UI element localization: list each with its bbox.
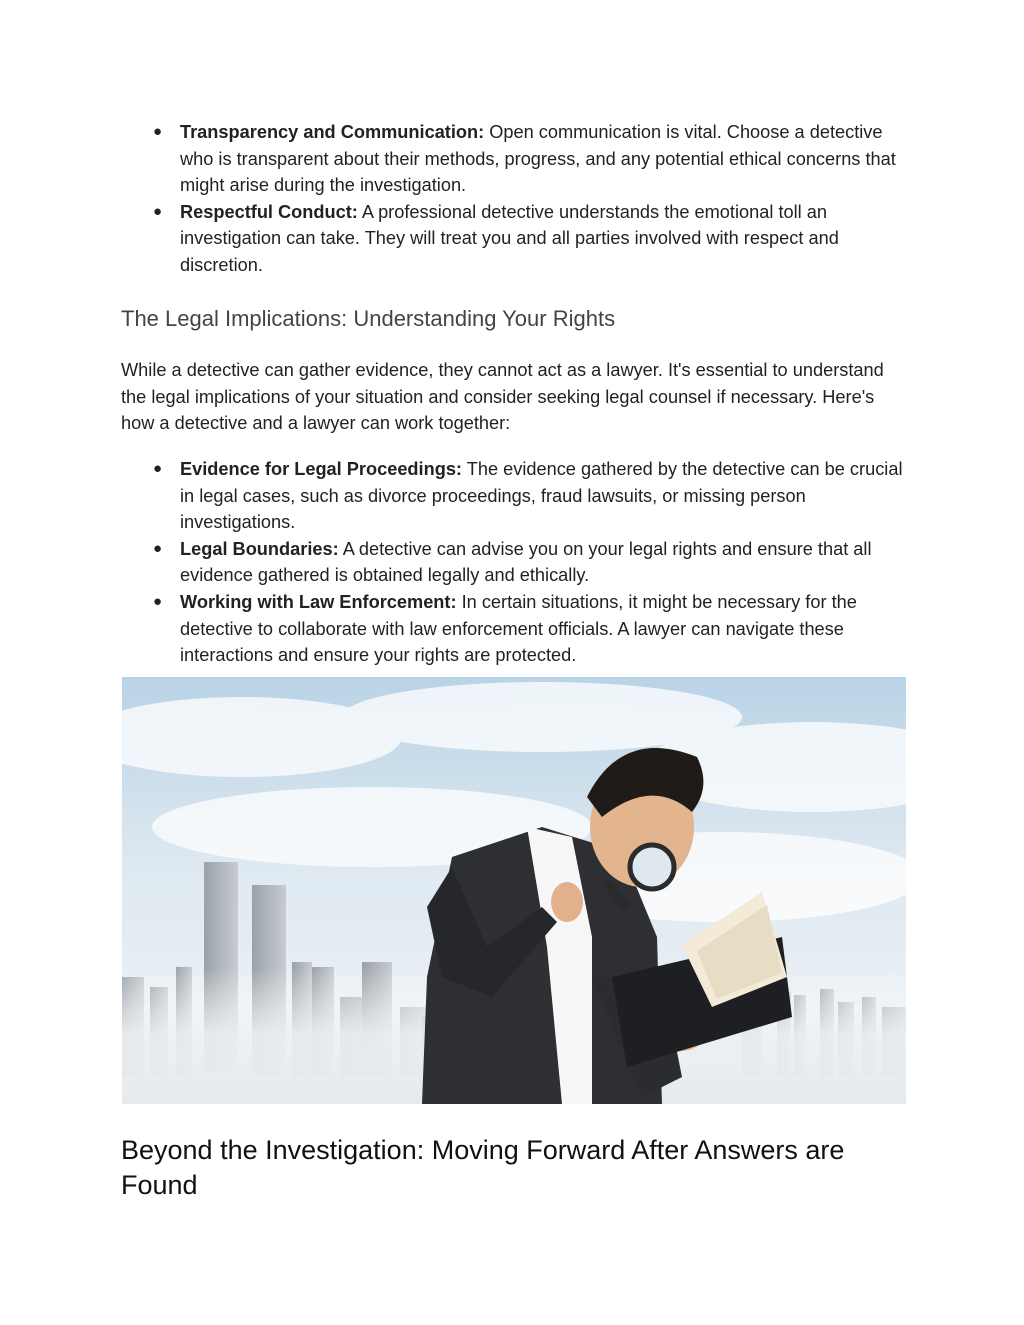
list-item bbox=[121, 199, 911, 279]
list-item-title: Evidence for Legal Proceedings: bbox=[180, 459, 462, 479]
next-section-heading: Beyond the Investigation: Moving Forward After Answers are Found bbox=[121, 1135, 845, 1200]
list-item bbox=[121, 589, 911, 669]
list-item-text: A professional detective understands the emotional toll an investigation can take. They will treat you and all parties involved with respect and discretion. bbox=[180, 201, 839, 275]
list-item-text: The evidence gathered by the detective can be crucial in legal cases, such as divorce proceedings, fraud lawsuits, or missing person investigations. bbox=[180, 459, 903, 533]
list-item-text: In certain situations, it might be necessary for the detective to collaborate with law enforcement officials. A lawyer can navigate these interactions and ensure your rights are protected. bbox=[180, 591, 857, 666]
bullet-list-legal bbox=[121, 456, 911, 669]
list-item-text: Open communication is vital. Choose a detective who is transparent about their methods, progress, and any potential ethical concerns that might arise during the investigation. bbox=[180, 122, 896, 196]
list-item-title: Working with Law Enforcement: bbox=[180, 591, 457, 612]
list-item-title: Transparency and Communication: bbox=[180, 122, 485, 142]
bullet-icon: ● bbox=[153, 123, 163, 140]
detective-photo bbox=[122, 677, 906, 1104]
list-item-title: Legal Boundaries: bbox=[180, 538, 339, 559]
bullet-icon: ● bbox=[153, 539, 163, 557]
bullet-list-detective-qualities bbox=[121, 119, 911, 279]
section-heading: The Legal Implications: Understanding Your Rights bbox=[121, 306, 616, 331]
list-item bbox=[121, 119, 911, 199]
bullet-icon: ● bbox=[153, 202, 163, 220]
list-item-title: Respectful Conduct: bbox=[180, 201, 358, 222]
list-item-text: A detective can advise you on your legal rights and ensure that all evidence gathered is obtained legally and ethically. bbox=[180, 538, 872, 586]
list-item bbox=[121, 536, 911, 589]
list-item bbox=[121, 456, 911, 536]
bullet-icon: ● bbox=[153, 592, 163, 610]
intro-paragraph: While a detective can gather evidence, they cannot act as a lawyer. It's essential to understand the legal implications of your situation and consider seeking legal counsel if necessary. Here's how a detective and a lawyer can work together: bbox=[121, 360, 884, 434]
bullet-icon: ● bbox=[153, 460, 163, 477]
